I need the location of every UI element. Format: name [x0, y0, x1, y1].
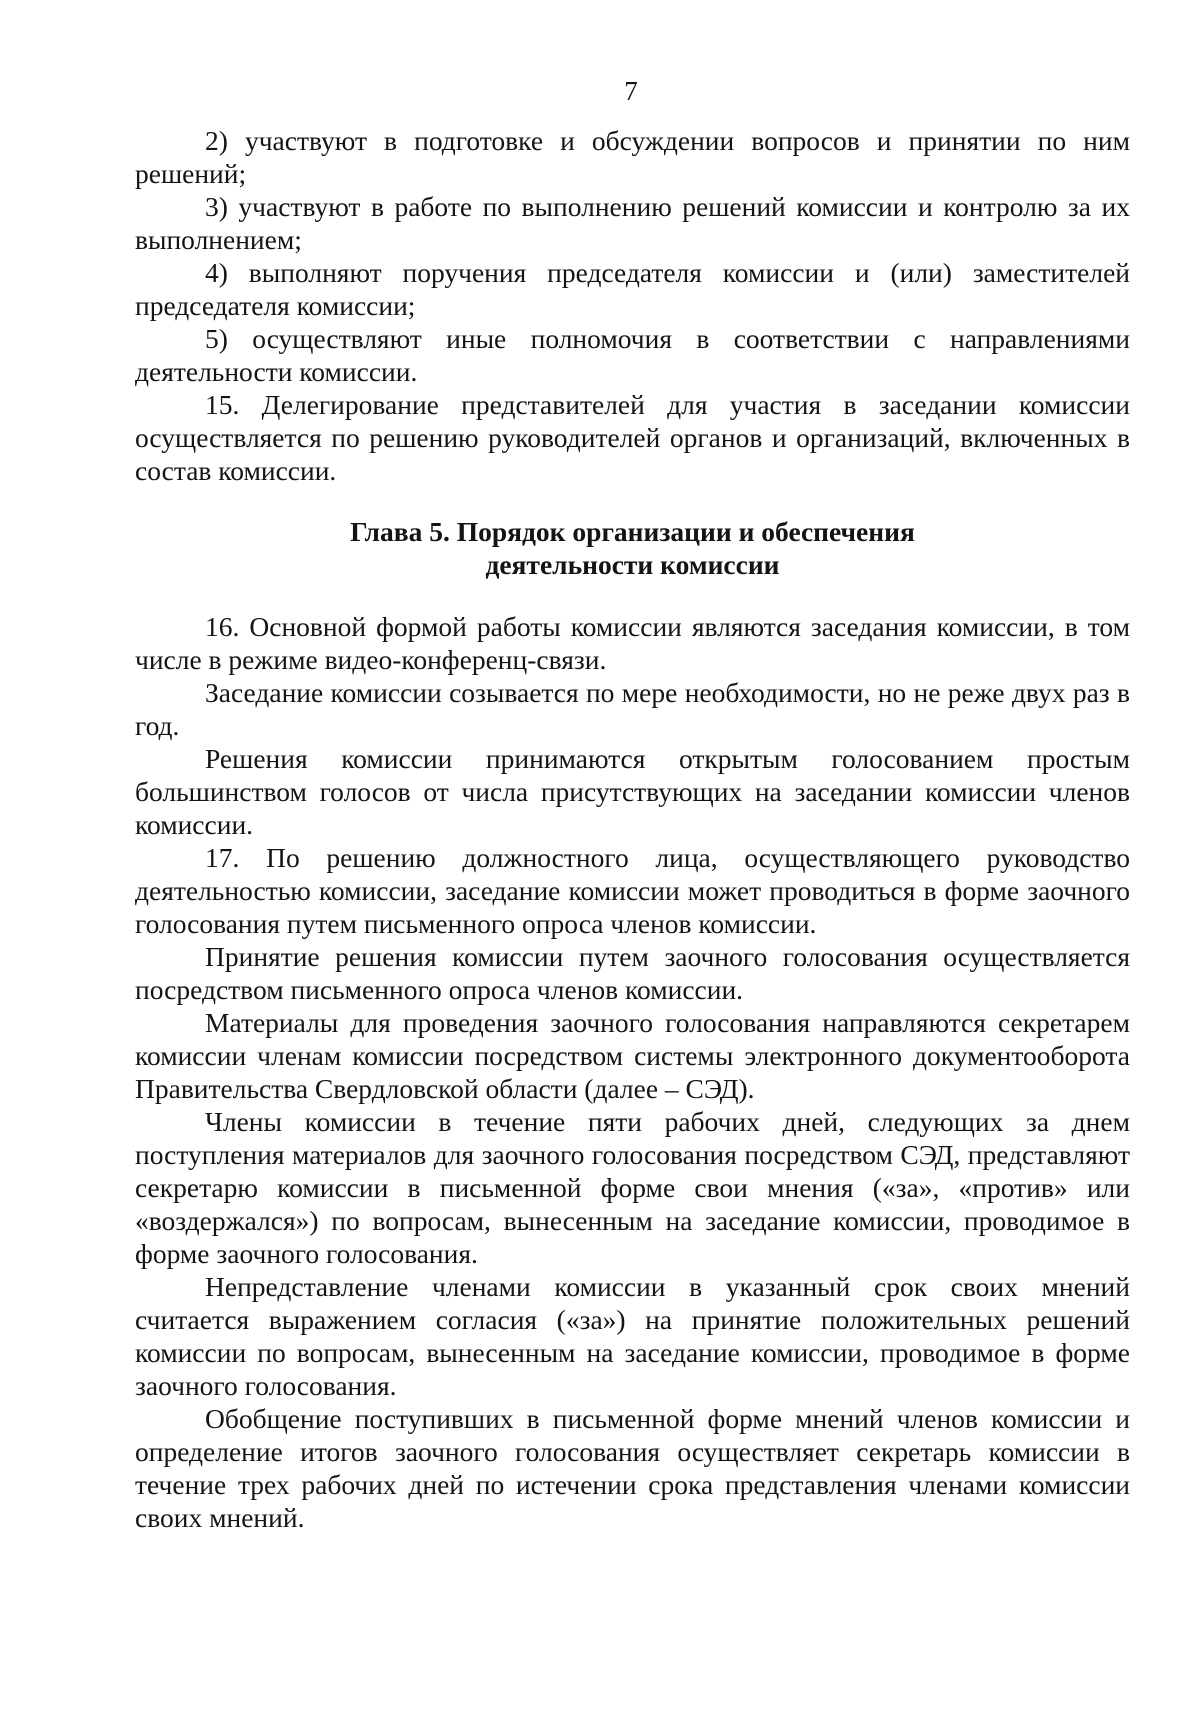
- paragraph: Материалы для проведения заочного голосования направляются секретарем комиссии членам комиссии посредством системы электронного документооборота Правительства Свердловской области (далее – СЭД).: [135, 1007, 1130, 1104]
- paragraph: 3) участвуют в работе по выполнению решений комиссии и контролю за их выполнением;: [135, 191, 1130, 255]
- chapter-heading: [135, 515, 1130, 581]
- paragraph: 4) выполняют поручения председателя комиссии и (или) заместителей председателя комиссии;: [135, 257, 1130, 321]
- paragraph: 17. По решению должностного лица, осуществляющего руководство деятельностью комиссии, заседание комиссии может проводиться в форме заочного голосования путем письменного опроса членов комиссии.: [135, 842, 1130, 939]
- paragraph: 5) осуществляют иные полномочия в соответствии с направлениями деятельности комиссии.: [135, 323, 1130, 387]
- paragraph: Заседание комиссии созывается по мере необходимости, но не реже двух раз в год.: [135, 677, 1130, 741]
- paragraph: Непредставление членами комиссии в указанный срок своих мнений считается выражением согласия («за») на принятие положительных решений комиссии по вопросам, вынесенным на заседание комиссии, проводимое в форме заочного голосования.: [135, 1271, 1130, 1401]
- paragraph: Принятие решения комиссии путем заочного голосования осуществляется посредством письменного опроса членов комиссии.: [135, 941, 1130, 1005]
- paragraph: Члены комиссии в течение пяти рабочих дней, следующих за днем поступления материалов для заочного голосования посредством СЭД, представляют секретарю комиссии в письменной форме свои мнения («за», «против» или «воздержался») по вопросам, вынесенным на заседание комиссии, проводимое в форме заочного голосования.: [135, 1106, 1130, 1269]
- chapter-heading-line: Глава 5. Порядок организации и обеспечения: [350, 516, 915, 547]
- top-text-block: [135, 124, 1130, 487]
- paragraph: 2) участвуют в подготовке и обсуждении вопросов и принятии по ним решений;: [135, 125, 1130, 189]
- paragraph: Обобщение поступивших в письменной форме мнений членов комиссии и определение итогов заочного голосования осуществляет секретарь комиссии в течение трех рабочих дней по истечении срока представления членами комиссии своих мнений.: [135, 1403, 1130, 1533]
- chapter-heading-line: деятельности комиссии: [485, 549, 780, 580]
- paragraph: 15. Делегирование представителей для участия в заседании комиссии осуществляется по решению руководителей органов и организаций, включенных в состав комиссии.: [135, 389, 1130, 486]
- page-number: 7: [624, 76, 638, 106]
- paragraph: Решения комиссии принимаются открытым голосованием простым большинством голосов от числа присутствующих на заседании комиссии членов комиссии.: [135, 743, 1130, 840]
- paragraph: 16. Основной формой работы комиссии являются заседания комиссии, в том числе в режиме видео-конференц-связи.: [135, 611, 1130, 675]
- bottom-text-block: [135, 610, 1130, 1534]
